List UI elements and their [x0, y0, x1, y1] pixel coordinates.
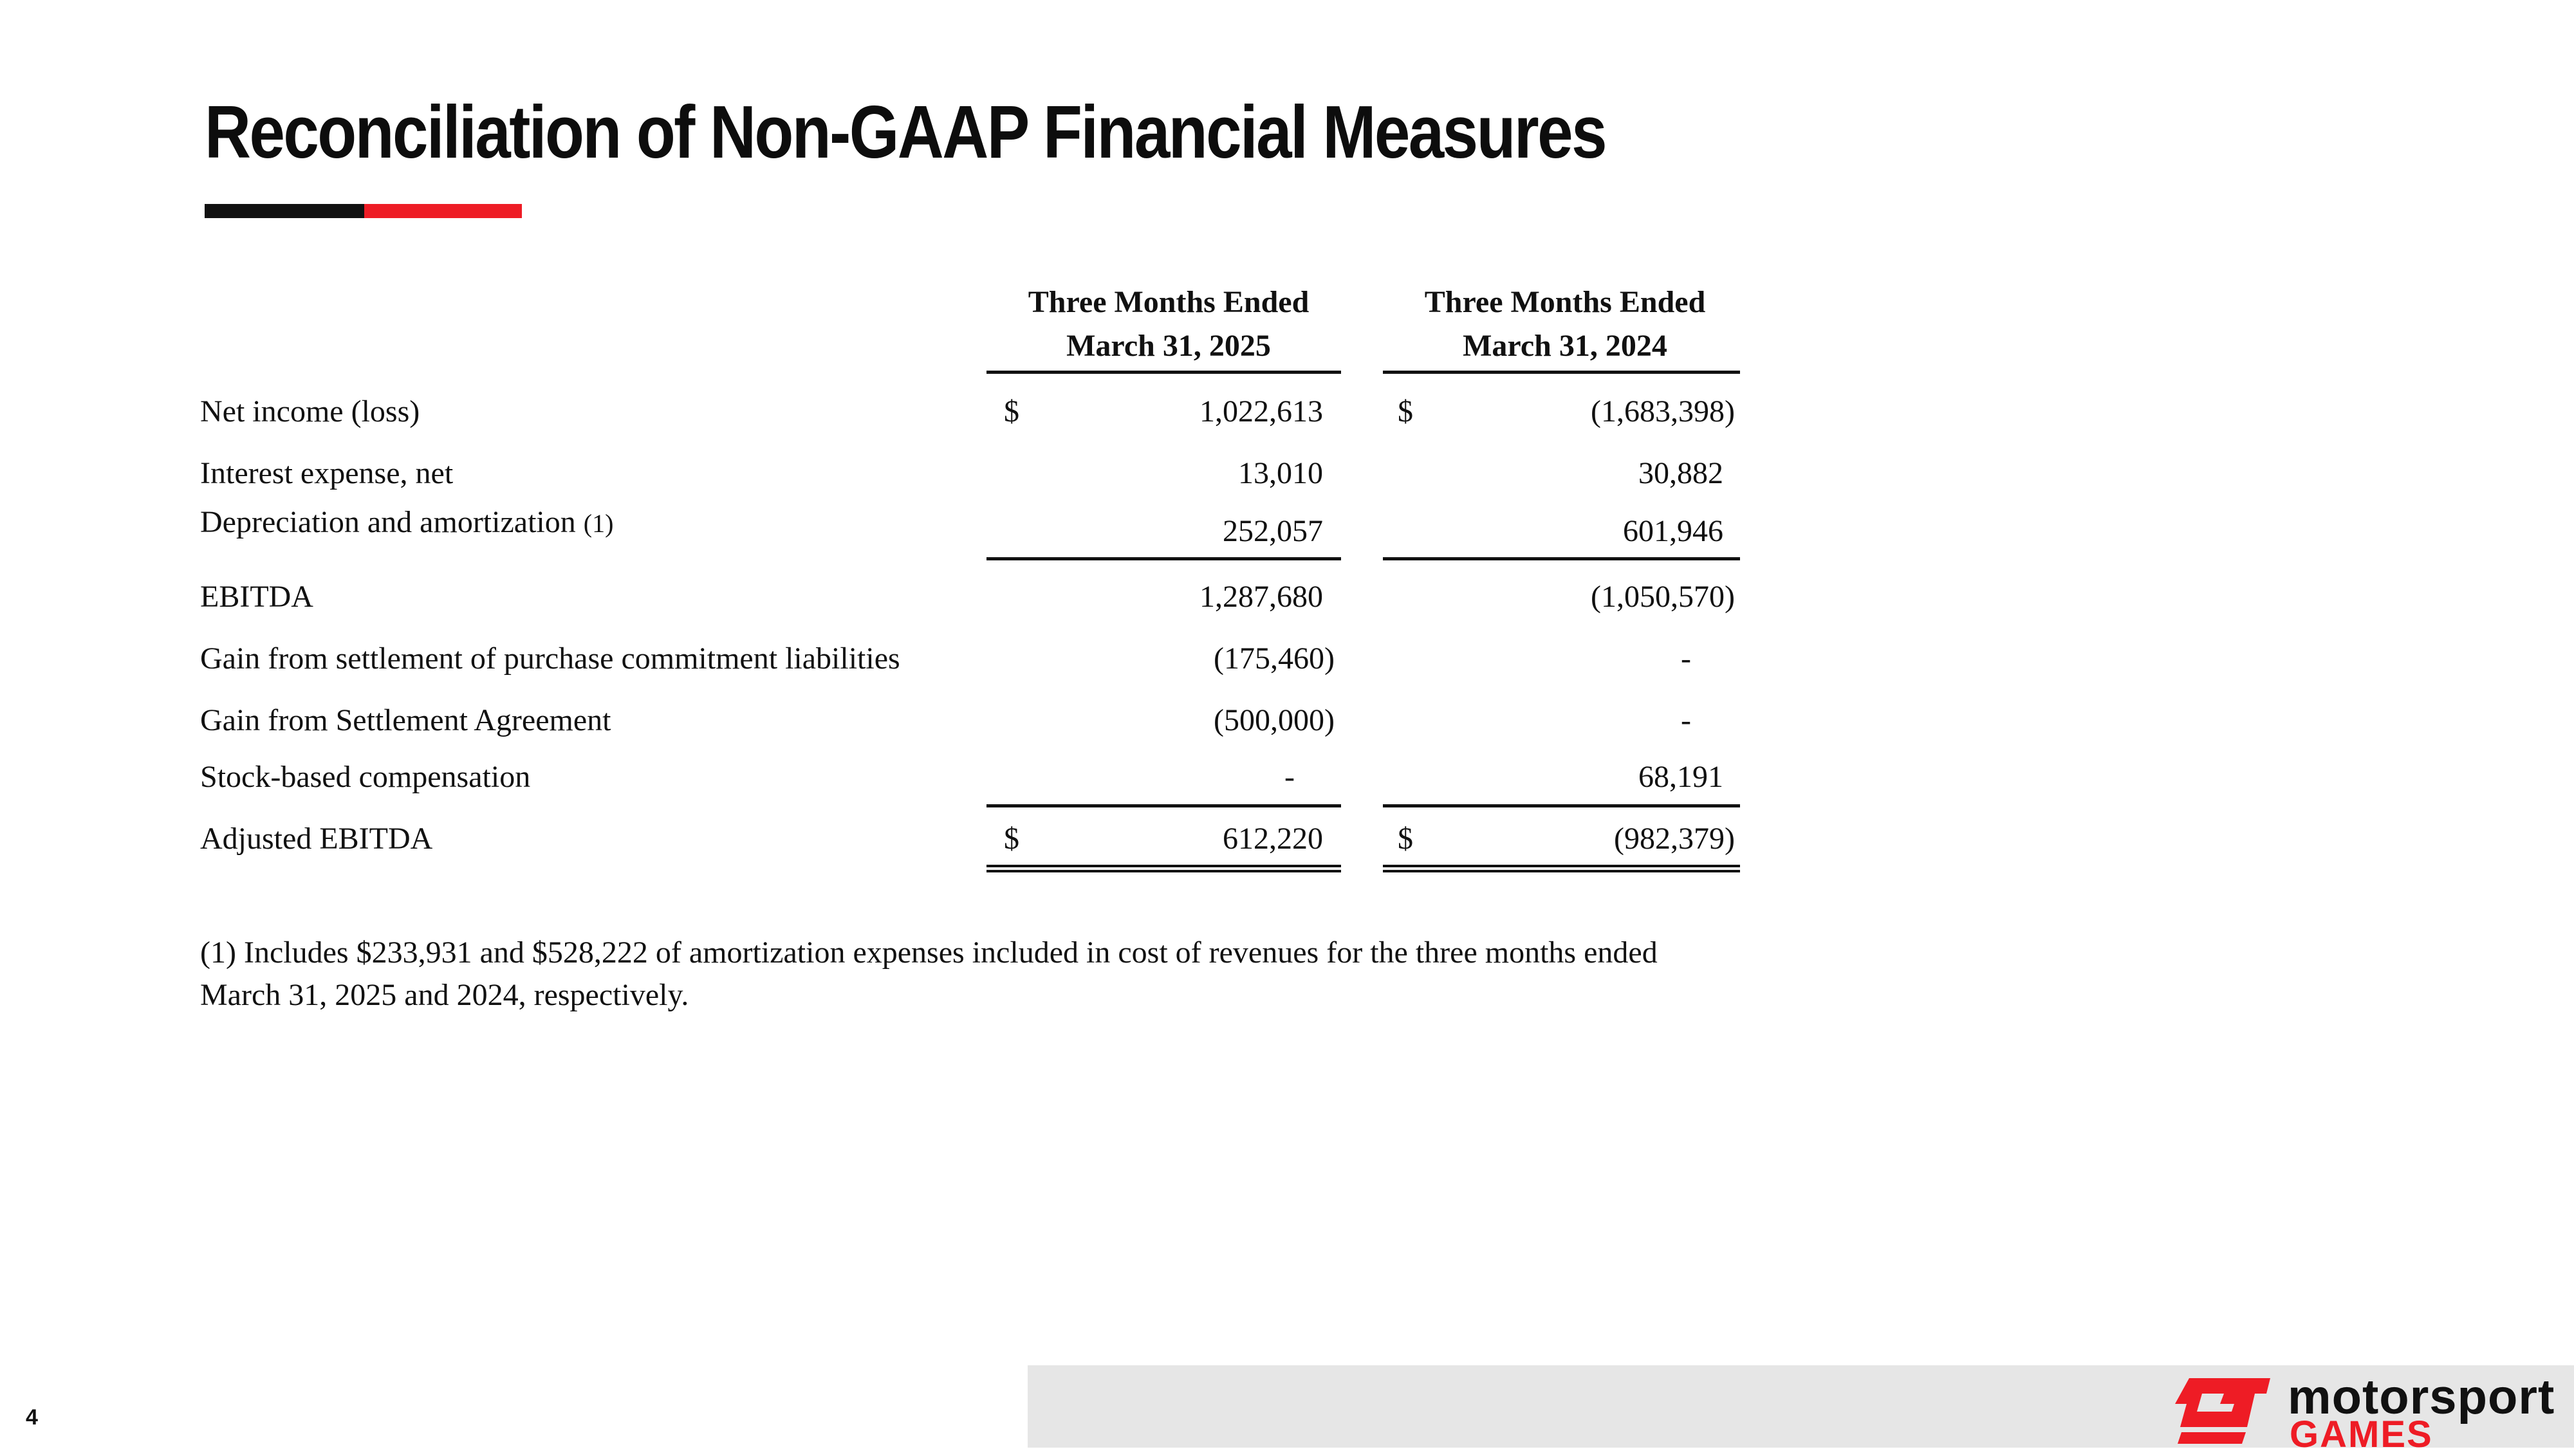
header-rule-2024: [1383, 371, 1740, 374]
value-2025-depreciation: 252,057: [1223, 514, 1323, 548]
value-2024-interest-expense: 30,882: [1638, 456, 1723, 490]
row-label-depreciation: [200, 504, 613, 540]
value-2024-gain-purchase-commitment: -: [1681, 641, 1691, 676]
logo-mark-icon: [2175, 1374, 2272, 1446]
subtotal-rule-2024: [1383, 557, 1740, 560]
row-label-ebitda: EBITDA: [200, 580, 313, 614]
value-2024-depreciation: 601,946: [1623, 514, 1723, 548]
column-header-line1: Three Months Ended: [1028, 285, 1310, 319]
header-rule-2025: [986, 371, 1341, 374]
value-2025-net-income: 1,022,613: [1199, 394, 1323, 429]
value-2024-ebitda: (1,050,570): [1591, 580, 1735, 614]
value-2025-adjusted-ebitda: 612,220: [1223, 822, 1323, 856]
column-header-line2: March 31, 2025: [1066, 329, 1271, 363]
subtotal-rule-2025: [986, 557, 1341, 560]
total-rule-2024: [1383, 804, 1740, 807]
value-2024-gain-settlement-agreement: -: [1681, 703, 1691, 737]
row-label-interest-expense: Interest expense, net: [200, 456, 454, 490]
page-title: Reconciliation of Non-GAAP Financial Measures: [205, 90, 1606, 174]
page-number: 4: [26, 1405, 38, 1430]
row-label-gain-settlement-agreement: Gain from Settlement Agreement: [200, 703, 611, 737]
column-header-line1: Three Months Ended: [1424, 285, 1706, 319]
column-header-2024: [1385, 281, 1745, 368]
dollar-sign: $: [1398, 394, 1413, 429]
value-2025-gain-purchase-commitment: (175,460): [1214, 641, 1335, 676]
footnote: [200, 932, 1745, 1017]
motorsport-games-logo: [2175, 1369, 2561, 1455]
row-label-adjusted-ebitda: Adjusted EBITDA: [200, 822, 433, 856]
column-header-line2: March 31, 2024: [1463, 329, 1667, 363]
dollar-sign: $: [1398, 822, 1413, 856]
value-2024-adjusted-ebitda: (982,379): [1614, 822, 1735, 856]
footnote-marker: (1): [583, 509, 614, 538]
value-2025-interest-expense: 13,010: [1238, 456, 1323, 490]
value-2025-gain-settlement-agreement: (500,000): [1214, 703, 1335, 737]
logo-text-bottom: GAMES: [2290, 1414, 2433, 1455]
title-underline-red: [364, 204, 522, 218]
double-rule-2025: [986, 865, 1341, 872]
dollar-sign: $: [1004, 394, 1019, 429]
title-underline-black: [205, 204, 364, 218]
footnote-line: (1) Includes $233,931 and $528,222 of amortization expenses included in cost of revenues for the three months ended: [200, 935, 1658, 970]
value-2025-ebitda: 1,287,680: [1199, 580, 1323, 614]
dollar-sign: $: [1004, 822, 1019, 856]
row-label-net-income: Net income (loss): [200, 394, 420, 429]
row-label-gain-purchase-commitment: Gain from settlement of purchase commitment liabilities: [200, 641, 900, 676]
value-2024-net-income: (1,683,398): [1591, 394, 1735, 429]
row-label-text: Depreciation and amortization: [200, 505, 576, 539]
footnote-line: March 31, 2025 and 2024, respectively.: [200, 978, 689, 1012]
value-2024-stock-compensation: 68,191: [1638, 760, 1723, 794]
logo-text-top: motorsport: [2288, 1370, 2555, 1424]
column-header-2025: [988, 281, 1349, 368]
value-2025-stock-compensation: -: [1284, 760, 1295, 794]
row-label-stock-compensation: Stock-based compensation: [200, 760, 531, 794]
total-rule-2025: [986, 804, 1341, 807]
double-rule-2024: [1383, 865, 1740, 872]
